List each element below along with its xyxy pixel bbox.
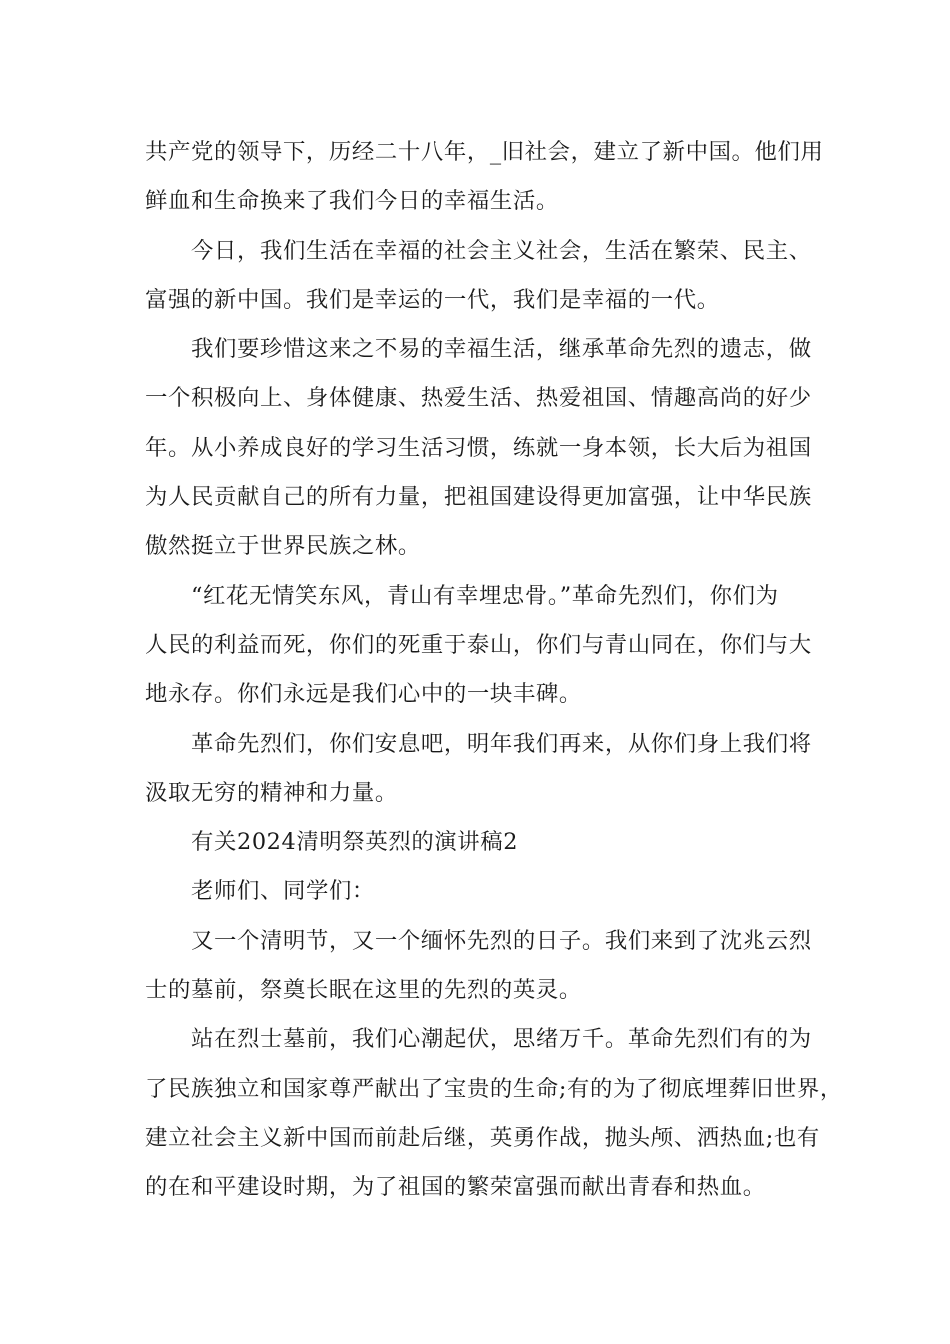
text-line: 地永存。你们永远是我们心中的一块丰碑。	[145, 681, 582, 708]
salutation: 老师们、同学们：	[191, 878, 375, 905]
text-line: 我们要珍惜这来之不易的幸福生活，继承革命先烈的遗志，做	[191, 336, 812, 363]
section-heading: 有关2024清明祭英烈的演讲稿2	[191, 829, 519, 856]
text-line: 汲取无穷的精神和力量。	[145, 779, 398, 806]
text-line: 为人民贡献自己的所有力量，把祖国建设得更加富强，让中华民族	[145, 484, 812, 511]
text-line: 士的墓前，祭奠长眠在这里的先烈的英灵。	[145, 977, 582, 1004]
text-line: 建立社会主义新中国而前赴后继，英勇作战，抛头颅、洒热血;也有	[145, 1124, 820, 1151]
text-line: 站在烈士墓前，我们心潮起伏，思绪万千。革命先烈们有的为	[191, 1026, 812, 1053]
text-line: 年。从小养成良好的学习生活习惯，练就一身本领，长大后为祖国	[145, 434, 812, 461]
text-line: 共产党的领导下，历经二十八年，_旧社会，建立了新中国。他们用	[145, 139, 824, 165]
text-line: 富强的新中国。我们是幸运的一代，我们是幸福的一代。	[145, 286, 720, 313]
text-line: 的在和平建设时期，为了祖国的繁荣富强而献出青春和热血。	[145, 1174, 766, 1201]
text-line: 鲜血和生命换来了我们今日的幸福生活。	[145, 188, 559, 215]
text-line: 革命先烈们，你们安息吧，明年我们再来，从你们身上我们将	[191, 730, 812, 757]
document-body	[145, 128, 843, 1213]
text-line: 今日，我们生活在幸福的社会主义社会，生活在繁荣、民主、	[191, 237, 812, 264]
text-line: 人民的利益而死，你们的死重于泰山，你们与青山同在，你们与大	[145, 631, 812, 658]
text-line: 又一个清明节，又一个缅怀先烈的日子。我们来到了沈兆云烈	[191, 927, 812, 954]
text-line: 傲然挺立于世界民族之林。	[145, 533, 421, 560]
text-line: 了民族独立和国家尊严献出了宝贵的生命;有的为了彻底埋葬旧世界，	[145, 1075, 843, 1102]
text-line: 一个积极向上、身体健康、热爱生活、热爱祖国、情趣高尚的好少	[145, 385, 812, 412]
text-line: “红花无情笑东风，青山有幸埋忠骨。”革命先烈们，你们为	[191, 582, 779, 609]
